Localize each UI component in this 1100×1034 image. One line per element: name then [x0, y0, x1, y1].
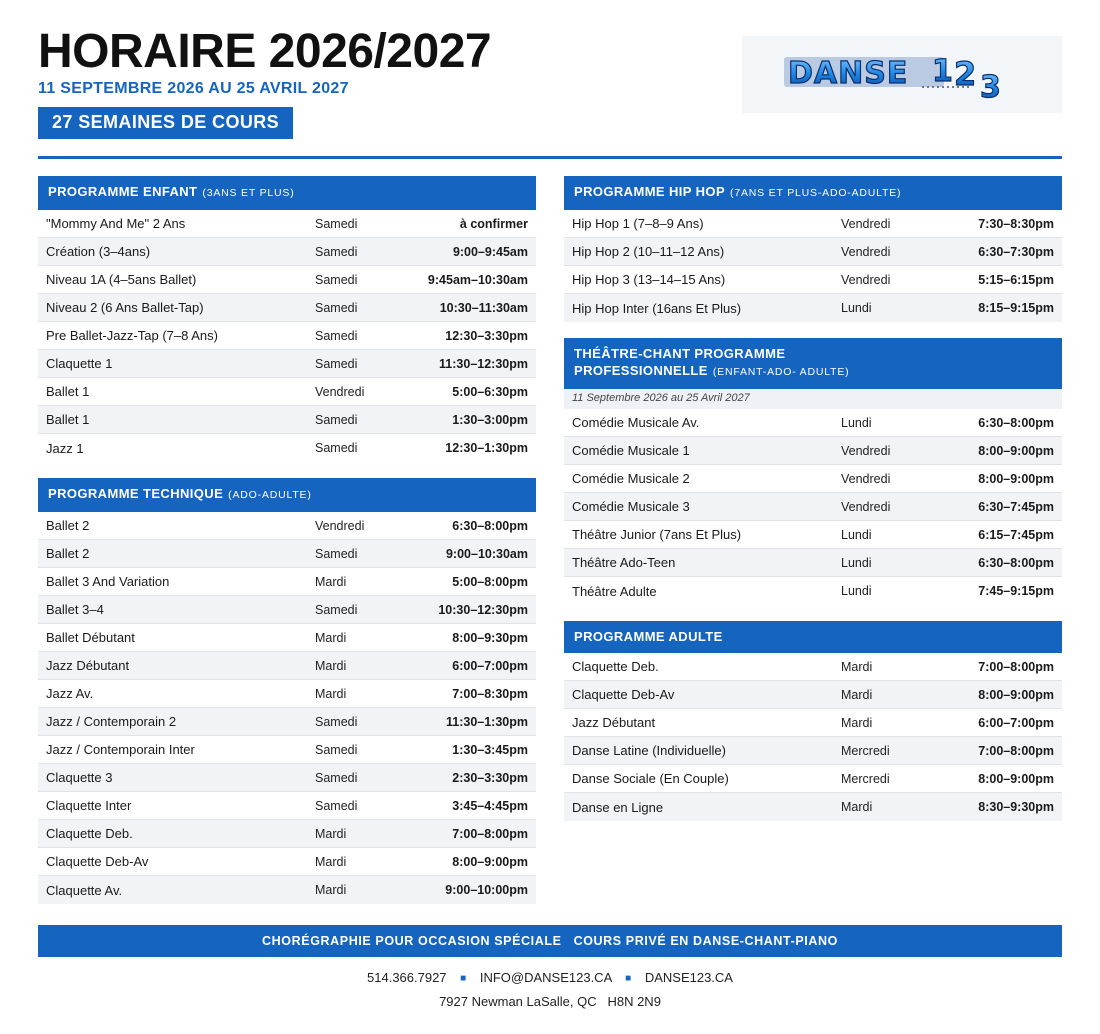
class-name: Jazz Débutant — [46, 658, 130, 673]
class-day: Lundi — [841, 555, 872, 570]
table-row — [38, 820, 536, 848]
class-day: Samedi — [315, 770, 358, 785]
class-name: Comédie Musicale 3 — [572, 499, 690, 514]
class-day: Mardi — [315, 686, 347, 701]
table-row — [564, 765, 1062, 793]
class-day: Vendredi — [841, 443, 891, 458]
class-time: 2:30–3:30pm — [452, 770, 528, 785]
class-day: Lundi — [841, 301, 872, 315]
class-time: 7:00–8:00pm — [978, 659, 1054, 674]
class-name: Claquette Deb. — [46, 826, 133, 841]
class-time: 6:30–8:00pm — [452, 518, 528, 533]
class-name: Jazz Av. — [46, 686, 94, 701]
section-title: THÉÂTRE-CHANT PROGRAMME — [574, 346, 786, 361]
table-row — [38, 596, 536, 624]
class-day: Samedi — [315, 356, 358, 371]
table-row — [564, 409, 1062, 437]
class-time: 6:30–7:45pm — [978, 499, 1054, 514]
class-time: 12:30–3:30pm — [445, 328, 528, 343]
section-date-note: 11 Septembre 2026 au 25 Avril 2027 — [564, 389, 1062, 409]
postal-code: H8N 2N9 — [607, 994, 661, 1009]
class-name: Claquette Av. — [46, 882, 123, 898]
class-name: Hip Hop 2 (10–11–12 Ans) — [572, 244, 725, 259]
class-time: 6:30–8:00pm — [978, 555, 1054, 570]
right-column — [564, 176, 1062, 837]
class-day: Vendredi — [841, 216, 891, 231]
table-row — [38, 238, 536, 266]
class-time: 8:00–9:00pm — [978, 771, 1054, 786]
address-line — [38, 994, 1062, 1009]
date-range: 11 SEPTEMBRE 2026 AU 25 AVRIL 2027 — [38, 80, 349, 97]
page-title: HORAIRE 2026/2027 — [38, 25, 492, 78]
table-row — [38, 652, 536, 680]
class-time: 7:45–9:15pm — [978, 584, 1054, 598]
class-name: Claquette Deb-Av — [572, 687, 675, 702]
class-day: Mercredi — [841, 743, 890, 758]
class-name: Création (3–4ans) — [46, 244, 151, 259]
class-name: Claquette Inter — [46, 798, 132, 813]
section-header — [564, 338, 1062, 389]
class-time: 12:30–1:30pm — [445, 441, 528, 455]
class-time: 8:00–9:00pm — [452, 854, 528, 869]
phone-number[interactable]: 514.366.7927 — [367, 970, 447, 985]
table-row — [38, 848, 536, 876]
table-row — [564, 737, 1062, 765]
section-header — [564, 176, 1062, 210]
table-row — [38, 378, 536, 406]
section-title-line2: PROFESSIONNELLE — [574, 363, 708, 378]
table-row — [38, 568, 536, 596]
section-adulte — [564, 621, 1062, 821]
class-time: 6:00–7:00pm — [452, 658, 528, 673]
class-day: Mardi — [841, 800, 873, 814]
class-name: Jazz 1 — [46, 440, 84, 456]
table-row — [564, 437, 1062, 465]
left-column — [38, 176, 536, 920]
table-row — [38, 708, 536, 736]
class-time: 6:15–7:45pm — [978, 527, 1054, 542]
class-name: Jazz / Contemporain Inter — [46, 742, 195, 757]
table-row — [564, 238, 1062, 266]
class-day: Mardi — [315, 630, 347, 645]
class-name: Niveau 1A (4–5ans Ballet) — [46, 272, 197, 287]
class-time: 5:00–8:00pm — [452, 574, 528, 589]
schedule-table — [38, 512, 536, 904]
class-name: Ballet 2 — [46, 518, 90, 533]
class-day: Samedi — [315, 328, 358, 343]
table-row — [564, 577, 1062, 605]
class-name: Ballet 1 — [46, 412, 90, 427]
table-row — [38, 540, 536, 568]
danse123-logo-icon — [782, 47, 1022, 103]
class-day: Mercredi — [841, 771, 890, 786]
section-title: PROGRAMME HIP HOP — [574, 184, 726, 199]
class-name: Claquette Deb. — [572, 659, 659, 674]
section-title: PROGRAMME ENFANT — [48, 184, 198, 199]
footer-banner — [38, 925, 1062, 957]
table-row — [38, 294, 536, 322]
table-row — [564, 549, 1062, 577]
class-day: Samedi — [315, 244, 358, 259]
class-day: Mardi — [841, 659, 873, 674]
section-subtitle: (7ANS ET PLUS-ADO-ADULTE) — [730, 187, 902, 199]
class-name: Danse en Ligne — [572, 799, 664, 815]
table-row — [38, 434, 536, 462]
class-day: Samedi — [315, 714, 358, 729]
schedule-table — [38, 210, 536, 462]
class-name: Claquette Deb-Av — [46, 854, 149, 869]
class-day: Samedi — [315, 300, 358, 315]
footer-private-lessons-text: COURS PRIVÉ EN DANSE-CHANT-PIANO — [573, 934, 838, 948]
class-day: Vendredi — [841, 471, 891, 486]
class-time: 7:30–8:30pm — [978, 216, 1054, 231]
section-subtitle: (3ANS ET PLUS) — [202, 187, 295, 199]
class-name: Comédie Musicale 1 — [572, 443, 690, 458]
svg-text:3: 3 — [980, 69, 1001, 103]
section-hiphop — [564, 176, 1062, 322]
class-name: Claquette 1 — [46, 356, 113, 371]
class-time: à confirmer — [459, 216, 528, 231]
table-row — [564, 493, 1062, 521]
class-time: 9:00–9:45am — [452, 244, 528, 259]
table-row — [564, 266, 1062, 294]
class-name: Comédie Musicale Av. — [572, 415, 700, 430]
class-day: Mardi — [315, 574, 347, 589]
table-row — [38, 210, 536, 238]
class-name: Ballet 3 And Variation — [46, 574, 170, 589]
table-row — [38, 680, 536, 708]
table-row — [38, 764, 536, 792]
schedule-table — [564, 210, 1062, 322]
weeks-badge: 27 SEMAINES DE COURS — [38, 107, 293, 139]
class-day: Vendredi — [315, 384, 365, 399]
class-day: Mardi — [315, 826, 347, 841]
class-time: 6:30–8:00pm — [978, 415, 1054, 430]
section-subtitle: (ENFANT-ADO- ADULTE) — [712, 366, 850, 378]
table-row — [564, 709, 1062, 737]
class-time: 1:30–3:45pm — [452, 742, 528, 757]
class-name: Jazz / Contemporain 2 — [46, 714, 177, 729]
table-row — [38, 736, 536, 764]
class-day: Mardi — [315, 658, 347, 673]
class-time: 8:00–9:00pm — [978, 471, 1054, 486]
class-time: 6:30–7:30pm — [978, 244, 1054, 259]
header-divider — [38, 156, 1062, 159]
class-time: 7:00–8:00pm — [978, 743, 1054, 758]
table-row — [564, 653, 1062, 681]
class-name: Niveau 2 (6 Ans Ballet-Tap) — [46, 300, 204, 315]
class-day: Samedi — [315, 441, 358, 455]
class-day: Lundi — [841, 584, 872, 598]
class-time: 10:30–11:30am — [439, 300, 528, 315]
table-row — [564, 793, 1062, 821]
class-time: 5:00–6:30pm — [452, 384, 528, 399]
svg-text:1: 1 — [932, 53, 953, 89]
class-time: 7:00–8:00pm — [452, 826, 528, 841]
class-name: Jazz Débutant — [572, 715, 656, 730]
section-title: PROGRAMME TECHNIQUE — [48, 486, 224, 501]
class-time: 8:15–9:15pm — [978, 301, 1054, 315]
class-day: Samedi — [315, 602, 358, 617]
class-day: Samedi — [315, 216, 358, 231]
schedule-table — [564, 653, 1062, 821]
section-title: PROGRAMME ADULTE — [574, 629, 723, 644]
table-row — [38, 512, 536, 540]
class-day: Vendredi — [841, 244, 891, 259]
class-time: 3:45–4:45pm — [452, 798, 528, 813]
table-row — [38, 792, 536, 820]
svg-text:DANSE: DANSE — [788, 55, 909, 91]
footer-choreography-text: CHORÉGRAPHIE POUR OCCASION SPÉCIALE — [262, 934, 562, 948]
class-time: 9:00–10:30am — [445, 546, 528, 561]
section-header — [38, 176, 536, 210]
class-time: 8:00–9:30pm — [452, 630, 528, 645]
class-name: Comédie Musicale 2 — [572, 471, 690, 486]
class-name: Ballet 1 — [46, 384, 90, 399]
class-name: Hip Hop Inter (16ans Et Plus) — [572, 300, 742, 316]
class-name: "Mommy And Me" 2 Ans — [46, 216, 186, 231]
class-time: 8:00–9:00pm — [978, 443, 1054, 458]
class-day: Mardi — [315, 883, 347, 897]
email-link[interactable]: INFO@DANSE123.CA — [479, 970, 612, 985]
class-time: 6:00–7:00pm — [978, 715, 1054, 730]
class-name: Hip Hop 3 (13–14–15 Ans) — [572, 272, 726, 287]
section-header — [38, 478, 536, 512]
class-name: Théâtre Junior (7ans Et Plus) — [572, 527, 742, 542]
table-row — [38, 322, 536, 350]
class-day: Mardi — [841, 715, 873, 730]
table-row — [564, 465, 1062, 493]
class-name: Hip Hop 1 (7–8–9 Ans) — [572, 216, 704, 231]
page-header — [38, 26, 1062, 156]
class-day: Vendredi — [315, 518, 365, 533]
class-day: Vendredi — [841, 272, 891, 287]
website-link[interactable]: DANSE123.CA — [644, 970, 733, 985]
table-row — [564, 681, 1062, 709]
section-subtitle: (ADO-ADULTE) — [228, 489, 312, 501]
class-name: Ballet 2 — [46, 546, 90, 561]
class-name: Danse Sociale (En Couple) — [572, 771, 729, 786]
class-day: Lundi — [841, 415, 872, 430]
contact-line — [38, 970, 1062, 985]
class-time: 9:00–10:00pm — [445, 883, 528, 897]
section-header — [564, 621, 1062, 653]
street-address: 7927 Newman LaSalle, QC — [439, 994, 597, 1009]
class-day: Samedi — [315, 412, 358, 427]
table-row — [38, 624, 536, 652]
square-bullet-icon: ■ — [625, 973, 632, 984]
class-name: Danse Latine (Individuelle) — [572, 743, 726, 758]
class-time: 5:15–6:15pm — [978, 272, 1054, 287]
table-row — [38, 350, 536, 378]
class-day: Mardi — [315, 854, 347, 869]
section-theatre — [564, 338, 1062, 605]
schedule-table — [564, 409, 1062, 605]
table-row — [564, 521, 1062, 549]
class-name: Ballet 3–4 — [46, 602, 104, 617]
class-day: Lundi — [841, 527, 872, 542]
class-time: 7:00–8:30pm — [452, 686, 528, 701]
logo — [742, 36, 1062, 113]
class-day: Mardi — [841, 687, 873, 702]
class-time: 10:30–12:30pm — [438, 602, 528, 617]
class-name: Pre Ballet-Jazz-Tap (7–8 Ans) — [46, 328, 218, 343]
class-time: 8:30–9:30pm — [978, 800, 1054, 814]
class-time: 11:30–1:30pm — [445, 714, 528, 729]
class-name: Ballet Débutant — [46, 630, 135, 645]
class-name: Théâtre Adulte — [572, 583, 657, 599]
section-enfant — [38, 176, 536, 462]
class-day: Samedi — [315, 272, 358, 287]
class-day: Samedi — [315, 546, 358, 561]
class-day: Samedi — [315, 742, 358, 757]
class-name: Théâtre Ado-Teen — [572, 555, 676, 570]
section-technique — [38, 478, 536, 904]
class-time: 8:00–9:00pm — [978, 687, 1054, 702]
class-time: 1:30–3:00pm — [452, 412, 528, 427]
table-row — [38, 266, 536, 294]
svg-text:2: 2 — [954, 54, 977, 93]
class-time: 11:30–12:30pm — [439, 356, 528, 371]
square-bullet-icon: ■ — [460, 973, 467, 984]
table-row — [38, 406, 536, 434]
class-day: Vendredi — [841, 499, 891, 514]
table-row — [38, 876, 536, 904]
class-day: Samedi — [315, 798, 358, 813]
class-time: 9:45am–10:30am — [427, 272, 528, 287]
table-row — [564, 210, 1062, 238]
table-row — [564, 294, 1062, 322]
class-name: Claquette 3 — [46, 770, 113, 785]
